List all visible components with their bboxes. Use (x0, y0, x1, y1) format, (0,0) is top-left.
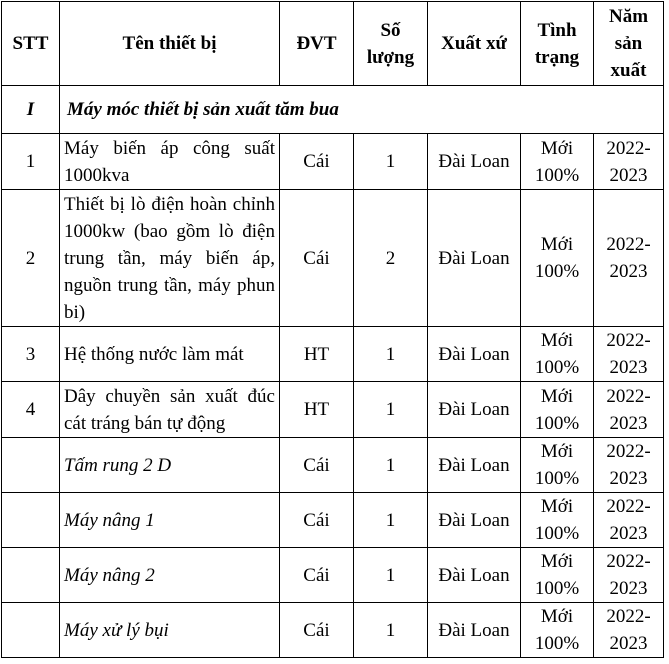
cell-unit: Cái (280, 493, 354, 548)
cell-status (521, 438, 594, 493)
cell-qty: 1 (354, 493, 428, 548)
table-row (2, 548, 664, 603)
cell-year-line1: 2022- (606, 137, 651, 159)
cell-status-line1: Mới (540, 137, 574, 159)
header-status-line1: Tình (537, 19, 577, 41)
cell-status-line1: Mới (540, 551, 574, 572)
cell-status-line1: Mới (540, 330, 574, 351)
cell-year (594, 190, 664, 327)
cell-origin: Đài Loan (428, 438, 521, 493)
cell-unit: Cái (280, 438, 354, 493)
cell-stt: 2 (2, 190, 60, 327)
cell-year-line2: 2023 (609, 523, 648, 544)
cell-status-line2: 100% (534, 523, 580, 544)
cell-status-line2: 100% (534, 468, 580, 489)
cell-year-line2: 2023 (609, 164, 648, 186)
header-year-line3: xuất (610, 60, 647, 81)
cell-origin: Đài Loan (428, 603, 521, 658)
table-row (2, 134, 664, 190)
cell-status (521, 603, 594, 658)
cell-year (594, 327, 664, 382)
cell-status (521, 548, 594, 603)
cell-unit: Cái (280, 603, 354, 658)
equipment-table (1, 1, 664, 658)
cell-name: Máy biến áp công suất 1000kva (60, 134, 280, 190)
header-stt: STT (2, 2, 60, 86)
cell-year-line2: 2023 (609, 412, 648, 434)
cell-stt (2, 548, 60, 603)
cell-year-line1: 2022- (606, 234, 651, 255)
cell-year (594, 548, 664, 603)
cell-year-line1: 2022- (606, 551, 651, 572)
table-row (2, 190, 664, 327)
section-row (2, 86, 664, 134)
cell-qty: 1 (354, 327, 428, 382)
cell-status-line1: Mới (540, 606, 574, 627)
cell-year (594, 438, 664, 493)
cell-name: Máy nâng 1 (60, 493, 280, 548)
cell-year-line1: 2022- (606, 441, 651, 462)
header-year-line2: sản (614, 33, 643, 54)
table-row (2, 382, 664, 438)
cell-status-line1: Mới (540, 234, 574, 255)
cell-year-line2: 2023 (609, 357, 648, 378)
header-status (521, 2, 594, 86)
cell-status-line2: 100% (534, 357, 580, 378)
cell-origin: Đài Loan (428, 190, 521, 327)
cell-name: Máy xử lý bụi (60, 603, 280, 658)
cell-qty: 1 (354, 438, 428, 493)
cell-qty: 2 (354, 190, 428, 327)
cell-name: Dây chuyền sản xuất đúc cát tráng bán tự động (60, 382, 280, 438)
cell-origin: Đài Loan (428, 548, 521, 603)
cell-year (594, 493, 664, 548)
cell-status-line2: 100% (534, 164, 580, 186)
header-qty-line1: Số (380, 19, 401, 41)
header-unit: ĐVT (280, 2, 354, 86)
cell-status-line2: 100% (534, 412, 580, 434)
cell-status-line2: 100% (534, 261, 580, 282)
cell-year-line2: 2023 (609, 578, 648, 599)
section-title: Máy móc thiết bị sản xuất tăm bua (60, 86, 664, 134)
cell-stt (2, 603, 60, 658)
cell-status (521, 382, 594, 438)
cell-year (594, 382, 664, 438)
cell-qty: 1 (354, 382, 428, 438)
cell-unit: Cái (280, 190, 354, 327)
cell-year (594, 603, 664, 658)
header-status-line2: trạng (534, 46, 580, 68)
cell-status (521, 190, 594, 327)
cell-unit: Cái (280, 548, 354, 603)
cell-year-line2: 2023 (609, 261, 648, 282)
cell-unit: HT (280, 382, 354, 438)
header-qty-line2: lượng (366, 46, 415, 68)
cell-unit: Cái (280, 134, 354, 190)
cell-stt (2, 438, 60, 493)
cell-status-line1: Mới (540, 441, 574, 462)
table-row (2, 327, 664, 382)
cell-qty: 1 (354, 548, 428, 603)
table-row (2, 493, 664, 548)
section-stt: I (2, 86, 60, 134)
cell-status-line2: 100% (534, 578, 580, 599)
cell-name: Thiết bị lò điện hoàn chỉnh 1000kw (bao gồm lò điện trung tần, máy biến áp, nguồn trung tần, máy phun bi) (60, 190, 280, 327)
header-qty (354, 2, 428, 86)
cell-status-line2: 100% (534, 633, 580, 654)
header-origin: Xuất xứ (428, 2, 521, 86)
cell-qty: 1 (354, 603, 428, 658)
cell-origin: Đài Loan (428, 134, 521, 190)
cell-stt (2, 493, 60, 548)
cell-unit: HT (280, 327, 354, 382)
header-year (594, 2, 664, 86)
cell-qty: 1 (354, 134, 428, 190)
cell-year-line1: 2022- (606, 606, 651, 627)
table-row (2, 603, 664, 658)
header-year-line1: Năm (608, 6, 649, 27)
cell-status-line1: Mới (540, 496, 574, 517)
cell-status (521, 134, 594, 190)
cell-year-line2: 2023 (609, 633, 648, 654)
cell-status-line1: Mới (540, 385, 574, 407)
cell-year (594, 134, 664, 190)
cell-year-line1: 2022- (606, 330, 651, 351)
cell-origin: Đài Loan (428, 493, 521, 548)
cell-stt: 3 (2, 327, 60, 382)
cell-name: Hệ thống nước làm mát (60, 327, 280, 382)
cell-year-line2: 2023 (609, 468, 648, 489)
cell-origin: Đài Loan (428, 327, 521, 382)
cell-year-line1: 2022- (606, 385, 651, 407)
cell-name: Tấm rung 2 D (60, 438, 280, 493)
header-name: Tên thiết bị (60, 2, 280, 86)
cell-year-line1: 2022- (606, 496, 651, 517)
cell-origin: Đài Loan (428, 382, 521, 438)
cell-stt: 1 (2, 134, 60, 190)
table-row (2, 438, 664, 493)
cell-stt: 4 (2, 382, 60, 438)
cell-status (521, 493, 594, 548)
cell-status (521, 327, 594, 382)
cell-name: Máy nâng 2 (60, 548, 280, 603)
header-row (2, 2, 664, 86)
